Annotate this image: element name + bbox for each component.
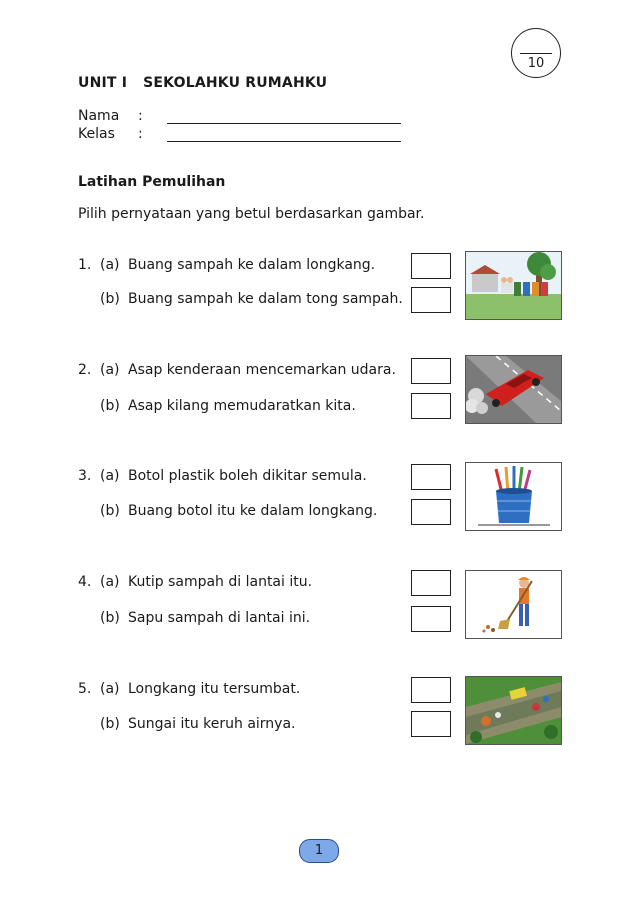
pencil-holder-picture xyxy=(465,462,562,531)
option-text: Asap kenderaan mencemarkan udara. xyxy=(128,362,396,378)
option-text: Buang sampah ke dalam tong sampah. xyxy=(128,291,403,307)
question-number: 3. xyxy=(78,468,92,484)
class-label: Kelas xyxy=(78,126,115,142)
option-label: (a) xyxy=(100,257,120,273)
question-number: 1. xyxy=(78,257,92,273)
option-text: Botol plastik boleh dikitar semula. xyxy=(128,468,367,484)
option-label: (b) xyxy=(100,503,120,519)
answer-box-2b[interactable] xyxy=(411,393,451,419)
option-label: (b) xyxy=(100,291,120,307)
answer-box-5b[interactable] xyxy=(411,711,451,737)
answer-box-1a[interactable] xyxy=(411,253,451,279)
page-number: 1 xyxy=(299,839,339,863)
question-number: 2. xyxy=(78,362,92,378)
name-colon: : xyxy=(138,108,143,124)
score-blank-line xyxy=(520,53,552,54)
answer-box-4b[interactable] xyxy=(411,606,451,632)
instruction-text: Pilih pernyataan yang betul berdasarkan gambar. xyxy=(78,206,425,222)
option-text: Sungai itu keruh airnya. xyxy=(128,716,296,732)
answer-box-5a[interactable] xyxy=(411,677,451,703)
option-text: Kutip sampah di lantai itu. xyxy=(128,574,313,590)
score-circle xyxy=(511,28,561,78)
unit-title: SEKOLAHKU RUMAHKU xyxy=(143,75,328,91)
answer-box-2a[interactable] xyxy=(411,358,451,384)
answer-box-3a[interactable] xyxy=(411,464,451,490)
score-max: 10 xyxy=(527,56,545,71)
option-text: Longkang itu tersumbat. xyxy=(128,681,301,697)
option-label: (a) xyxy=(100,574,120,590)
recycle-bins-picture xyxy=(465,251,562,320)
option-label: (a) xyxy=(100,681,120,697)
option-text: Asap kilang memudaratkan kita. xyxy=(128,398,356,414)
section-title: Latihan Pemulihan xyxy=(78,174,226,190)
option-label: (b) xyxy=(100,716,120,732)
car-smoke-picture xyxy=(465,355,562,424)
unit-heading xyxy=(78,75,327,91)
question-number: 5. xyxy=(78,681,92,697)
option-label: (a) xyxy=(100,468,120,484)
option-label: (b) xyxy=(100,398,120,414)
option-text: Buang botol itu ke dalam longkang. xyxy=(128,503,378,519)
answer-box-4a[interactable] xyxy=(411,570,451,596)
answer-box-3b[interactable] xyxy=(411,499,451,525)
option-text: Sapu sampah di lantai ini. xyxy=(128,610,311,626)
sweeping-boy-picture xyxy=(465,570,562,639)
polluted-river-picture xyxy=(465,676,562,745)
option-text: Buang sampah ke dalam longkang. xyxy=(128,257,376,273)
answer-box-1b[interactable] xyxy=(411,287,451,313)
question-number: 4. xyxy=(78,574,92,590)
name-label: Nama xyxy=(78,108,120,124)
class-colon: : xyxy=(138,126,143,142)
option-label: (b) xyxy=(100,610,120,626)
name-field[interactable] xyxy=(167,123,401,124)
option-label: (a) xyxy=(100,362,120,378)
class-field[interactable] xyxy=(167,141,401,142)
unit-number: UNIT I xyxy=(78,75,128,91)
